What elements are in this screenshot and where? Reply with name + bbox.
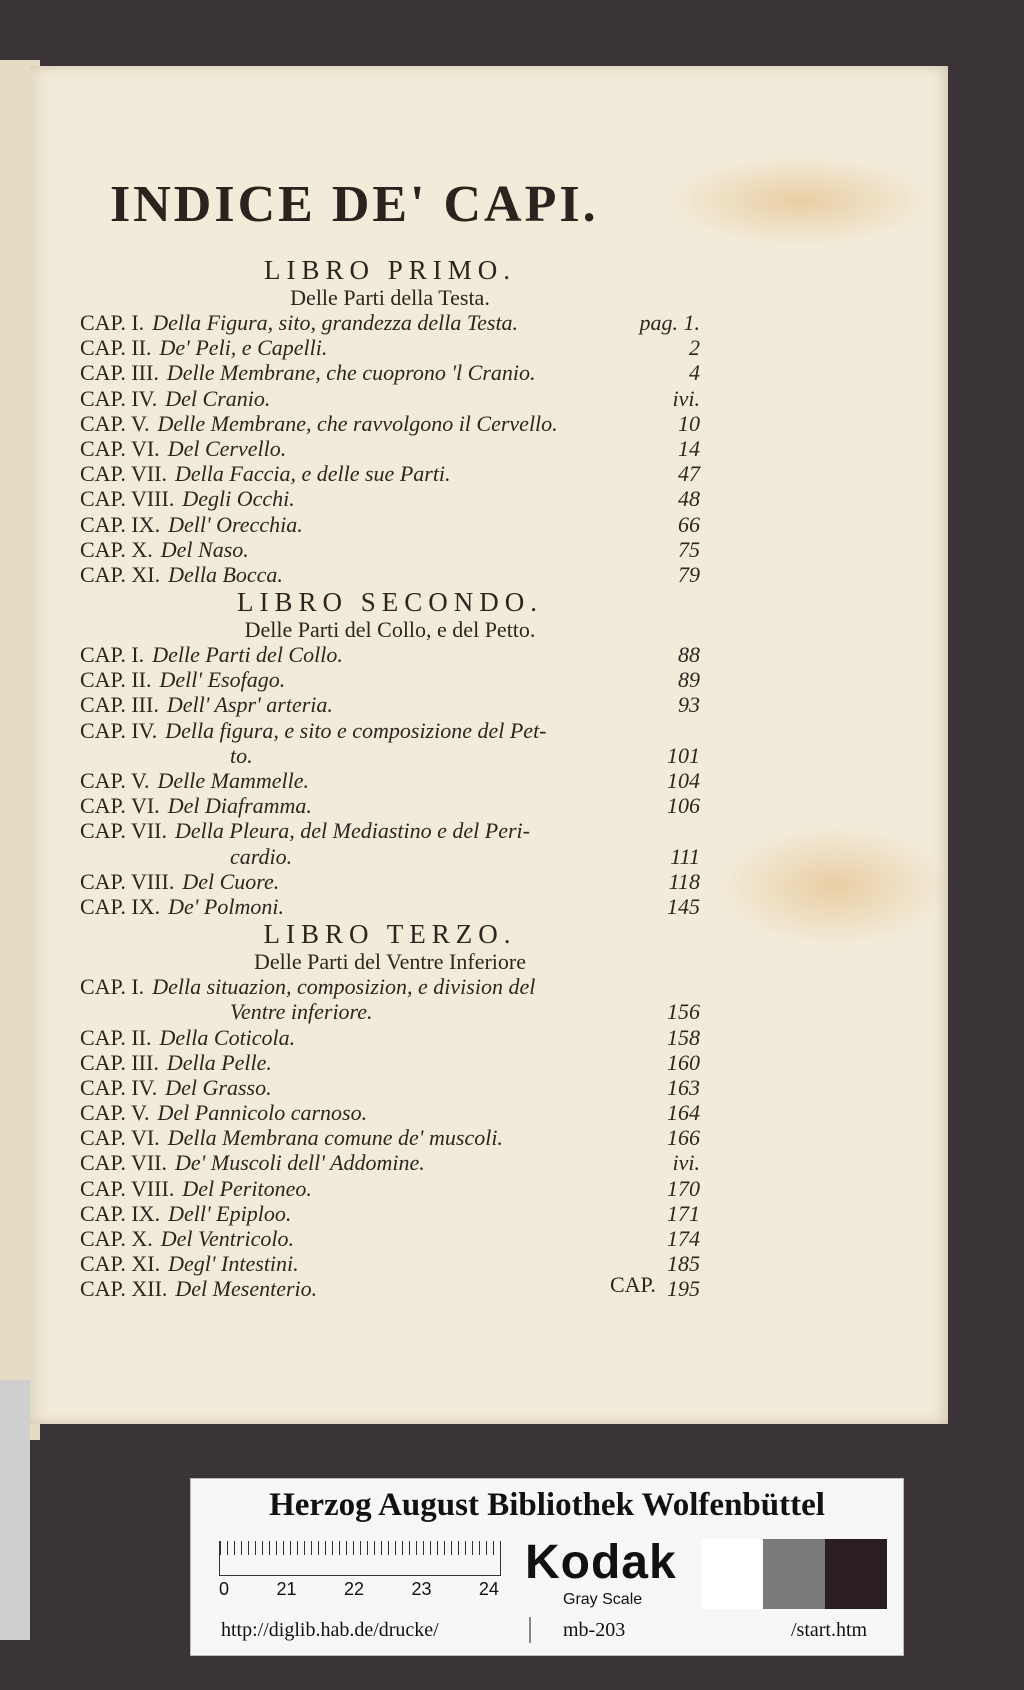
ruler-numbers bbox=[219, 1579, 499, 1600]
toc-entry bbox=[80, 1201, 700, 1226]
chapter-number: CAP. VI. bbox=[80, 1125, 160, 1151]
chapter-title: Della Pelle. bbox=[166, 1049, 272, 1075]
chapter-number: CAP. VIII. bbox=[80, 1175, 175, 1201]
chapter-number: CAP. IX. bbox=[80, 893, 161, 919]
chapter-title: Del Grasso. bbox=[165, 1074, 272, 1100]
chapter-number: CAP. VIII. bbox=[80, 486, 175, 512]
toc-entry-continuation bbox=[80, 844, 700, 869]
chapter-title: Del Diaframma. bbox=[167, 793, 312, 819]
toc-entry bbox=[80, 461, 700, 486]
toc-entry bbox=[80, 818, 700, 843]
page-number: 47 bbox=[678, 461, 700, 487]
toc-entry bbox=[80, 869, 700, 894]
chapter-number: CAP. IX. bbox=[80, 511, 161, 537]
toc-entry-continuation bbox=[80, 999, 700, 1024]
page-number: 79 bbox=[678, 561, 700, 587]
chapter-title: Della situazion, composizion, e division del bbox=[152, 974, 536, 1000]
toc-entry bbox=[80, 974, 700, 999]
toc-entry bbox=[80, 562, 700, 587]
chapter-title: Del Cuore. bbox=[182, 868, 280, 894]
chapter-number: CAP. X. bbox=[80, 536, 153, 562]
ruler-number: 24 bbox=[478, 1579, 499, 1599]
url-prefix: http://diglib.hab.de/drucke/ bbox=[221, 1619, 439, 1641]
toc-entry bbox=[80, 411, 700, 436]
page-number: 89 bbox=[678, 667, 700, 693]
chapter-number: CAP. V. bbox=[80, 1100, 150, 1126]
page-number: 4 bbox=[689, 360, 700, 386]
book-heading: LIBRO PRIMO. bbox=[263, 255, 517, 285]
chapter-title: Della figura, e sito e composizione del Pet- bbox=[165, 717, 547, 743]
toc-entry bbox=[80, 486, 700, 511]
chapter-number: CAP. XI. bbox=[80, 561, 161, 587]
page-number: 48 bbox=[678, 486, 700, 512]
page-number: pag. 1. bbox=[639, 310, 700, 335]
gray-swatch bbox=[701, 1539, 763, 1609]
chapter-number: CAP. I. bbox=[80, 974, 145, 1000]
chapter-title: Del Pannicolo carnoso. bbox=[157, 1100, 368, 1126]
paper-stain bbox=[720, 826, 950, 946]
toc-entry bbox=[80, 360, 700, 385]
chapter-title: De' Peli, e Capelli. bbox=[159, 335, 328, 361]
page-title: INDICE DE' CAPI. bbox=[110, 176, 599, 233]
chapter-number: CAP. V. bbox=[80, 768, 150, 793]
page-number: 2 bbox=[689, 335, 700, 361]
url-separator bbox=[529, 1617, 531, 1643]
page-number: 174 bbox=[667, 1226, 700, 1251]
toc-entry-continuation bbox=[80, 743, 700, 768]
book-subtitle: Delle Parti della Testa. bbox=[290, 285, 490, 310]
toc-entry bbox=[80, 1251, 700, 1276]
chapter-number: CAP. VII. bbox=[80, 818, 168, 844]
chapter-title: Degl' Intestini. bbox=[168, 1251, 299, 1277]
chapter-number: CAP. VI. bbox=[80, 793, 160, 819]
chapter-title: Dell' Aspr' arteria. bbox=[166, 692, 333, 718]
chapter-title: Dell' Esofago. bbox=[159, 667, 286, 693]
page-number: 118 bbox=[668, 868, 700, 894]
paper-stain bbox=[670, 156, 930, 246]
page-number: 106 bbox=[667, 793, 700, 819]
chapter-title: Della Bocca. bbox=[168, 561, 283, 587]
ruler-number: 0 bbox=[219, 1579, 230, 1599]
chapter-title: Della Faccia, e delle sue Parti. bbox=[175, 461, 451, 487]
toc-entry bbox=[80, 692, 700, 717]
chapter-title-continuation: to. bbox=[230, 742, 253, 768]
chapter-number: CAP. III. bbox=[80, 360, 159, 386]
toc-entry bbox=[80, 335, 700, 360]
ruler-number: 21 bbox=[276, 1579, 297, 1599]
chapter-number: CAP. II. bbox=[80, 667, 152, 693]
chapter-title: Del Cranio. bbox=[165, 385, 271, 411]
chapter-title: Della Membrana comune de' muscoli. bbox=[167, 1125, 503, 1151]
toc-entry bbox=[80, 793, 700, 818]
toc-entry bbox=[80, 1075, 700, 1100]
chapter-number: CAP. XI. bbox=[80, 1251, 161, 1277]
chapter-title-continuation: Ventre inferiore. bbox=[230, 999, 373, 1025]
toc-entry bbox=[80, 386, 700, 411]
chapter-title: Degli Occhi. bbox=[182, 486, 295, 512]
page-number: 14 bbox=[678, 435, 700, 461]
gray-swatch bbox=[763, 1539, 825, 1609]
toc-entry bbox=[80, 718, 700, 743]
toc-entry bbox=[80, 537, 700, 562]
chapter-number: CAP. VII. bbox=[80, 1150, 168, 1176]
chapter-number: CAP. XII. bbox=[80, 1276, 168, 1302]
chapter-number: CAP. III. bbox=[80, 1049, 159, 1075]
chapter-title: Del Ventricolo. bbox=[160, 1226, 294, 1251]
chapter-number: CAP. VIII. bbox=[80, 868, 175, 894]
chapter-title: Del Naso. bbox=[160, 536, 249, 562]
chapter-number: CAP. I. bbox=[80, 310, 145, 335]
page-number: 145 bbox=[667, 893, 700, 919]
page-number: 93 bbox=[678, 692, 700, 718]
chapter-title-continuation: cardio. bbox=[230, 843, 293, 869]
scale-ruler bbox=[219, 1541, 501, 1576]
chapter-title: Dell' Epiploo. bbox=[168, 1200, 292, 1226]
page-number: 170 bbox=[667, 1175, 700, 1201]
chapter-number: CAP. IV. bbox=[80, 1074, 158, 1100]
chapter-title: Delle Membrane, che cuoprono 'l Cranio. bbox=[166, 360, 536, 386]
toc-entry bbox=[80, 768, 700, 793]
ruler-number: 22 bbox=[343, 1579, 364, 1599]
page-number: 171 bbox=[667, 1200, 700, 1226]
chapter-title: Della Coticola. bbox=[159, 1024, 296, 1050]
chapter-title: Dell' Orecchia. bbox=[168, 511, 303, 537]
page-number: 66 bbox=[678, 511, 700, 537]
chapter-title: Delle Parti del Collo. bbox=[152, 642, 343, 668]
toc-entry bbox=[80, 1025, 700, 1050]
chapter-number: CAP. X. bbox=[80, 1226, 153, 1251]
library-target-card bbox=[190, 1478, 904, 1656]
library-name: Herzog August Bibliothek Wolfenbüttel bbox=[269, 1487, 825, 1523]
page-number: 111 bbox=[670, 843, 700, 869]
chapter-title: Del Peritoneo. bbox=[182, 1175, 312, 1201]
chapter-title: De' Muscoli dell' Addomine. bbox=[175, 1150, 425, 1176]
page-number: 104 bbox=[667, 768, 700, 793]
chapter-title: Della Pleura, del Mediastino e del Peri- bbox=[175, 818, 530, 844]
page-number: 195 bbox=[667, 1276, 700, 1302]
chapter-number: CAP. I. bbox=[80, 642, 145, 668]
page-number: 164 bbox=[667, 1100, 700, 1126]
toc-entry bbox=[80, 512, 700, 537]
toc-entry bbox=[80, 1125, 700, 1150]
gray-scale-swatches bbox=[701, 1539, 887, 1609]
gray-swatch bbox=[825, 1539, 887, 1609]
toc-entry bbox=[80, 310, 700, 335]
book-heading: LIBRO SECONDO. bbox=[236, 587, 543, 618]
page-number: ivi. bbox=[672, 1150, 700, 1176]
kodak-logo: Kodak bbox=[525, 1536, 677, 1589]
page-number: 185 bbox=[667, 1251, 700, 1277]
ruler-number: 23 bbox=[411, 1579, 432, 1599]
chapter-number: CAP. II. bbox=[80, 1024, 152, 1050]
toc-entry bbox=[80, 667, 700, 692]
toc-entry bbox=[80, 1226, 700, 1251]
page-number: 88 bbox=[678, 642, 700, 668]
chapter-title: Delle Mammelle. bbox=[157, 768, 310, 793]
page-number: 101 bbox=[667, 742, 700, 768]
url-suffix: /start.htm bbox=[791, 1619, 868, 1641]
chapter-number: CAP. V. bbox=[80, 410, 150, 436]
chapter-title: Delle Membrane, che ravvolgono il Cervello. bbox=[157, 410, 558, 436]
gray-scale-label: Gray Scale bbox=[563, 1591, 643, 1608]
toc-entry bbox=[80, 1100, 700, 1125]
chapter-number: CAP. VI. bbox=[80, 435, 160, 461]
chapter-title: De' Polmoni. bbox=[168, 893, 284, 919]
chapter-number: CAP. IX. bbox=[80, 1200, 161, 1226]
chapter-number: CAP. VII. bbox=[80, 461, 168, 487]
page-number: 166 bbox=[667, 1125, 700, 1151]
chapter-title: Del Cervello. bbox=[167, 435, 287, 461]
chapter-number: CAP. II. bbox=[80, 335, 152, 361]
page-number: 158 bbox=[667, 1024, 700, 1050]
page-number: 160 bbox=[667, 1049, 700, 1075]
facing-page-shadow bbox=[0, 1380, 30, 1640]
catchword: CAP. bbox=[610, 1272, 656, 1297]
toc-entry bbox=[80, 642, 700, 667]
chapter-number: CAP. IV. bbox=[80, 717, 158, 743]
chapter-number: CAP. IV. bbox=[80, 385, 158, 411]
book-heading: LIBRO TERZO. bbox=[263, 919, 517, 950]
url-shelfmark: mb-203 bbox=[563, 1619, 626, 1641]
table-of-contents bbox=[80, 255, 700, 1302]
chapter-number: CAP. III. bbox=[80, 692, 159, 718]
page-number: ivi. bbox=[672, 385, 700, 411]
toc-entry bbox=[80, 1150, 700, 1175]
page-number: 163 bbox=[667, 1074, 700, 1100]
toc-entry bbox=[80, 1176, 700, 1201]
toc-entry bbox=[80, 436, 700, 461]
book-subtitle: Delle Parti del Collo, e del Petto. bbox=[244, 617, 536, 643]
page-number: 10 bbox=[678, 410, 700, 436]
toc-entry bbox=[80, 894, 700, 919]
toc-entry bbox=[80, 1276, 700, 1301]
chapter-title: Della Figura, sito, grandezza della Testa. bbox=[152, 310, 519, 335]
page-number: 156 bbox=[667, 999, 700, 1025]
page-number: 75 bbox=[678, 536, 700, 562]
book-subtitle: Delle Parti del Ventre Inferiore bbox=[253, 949, 527, 975]
toc-entry bbox=[80, 1050, 700, 1075]
chapter-title: Del Mesenterio. bbox=[175, 1276, 318, 1302]
